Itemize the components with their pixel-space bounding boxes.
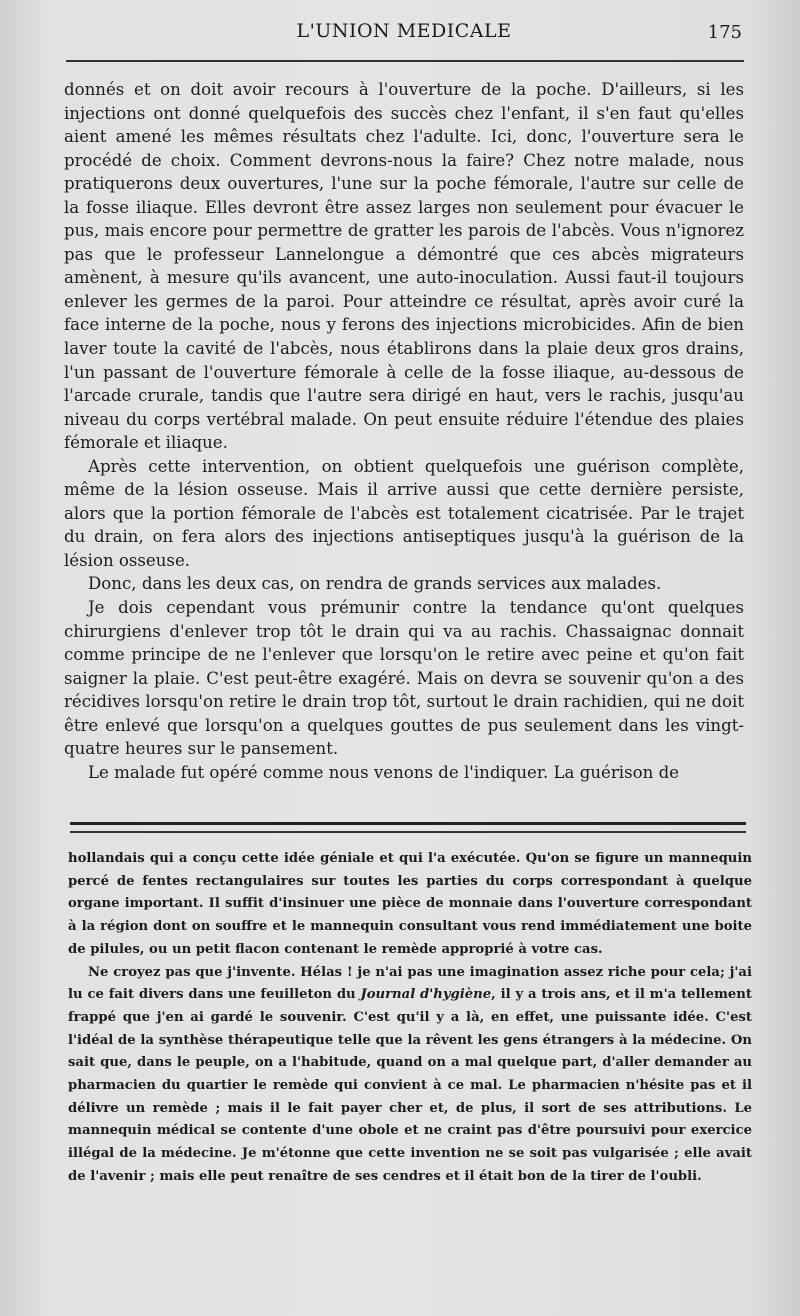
footnote-2 — [68, 962, 752, 1189]
paragraph-4: Je dois cependant vous prémunir contre la tendance qu'ont quelques chirurgiens d'enlever trop tôt le drain qui va au rachis. Chassaignac donnait comme principe de ne l'enlever que lorsqu'on le retire avec peine et qu'on fait saigner la plaie. C'est peut-être exagéré. Mais on devra se souvenir qu'on a des récidives lorsqu'on retire le drain trop tôt, surtout le drain rachidien, qui ne doit être enlevé que lorsqu'on a quelques gouttes de pus seulement dans les vingt-quatre heures sur le pansement. — [64, 598, 744, 759]
footnote-2-part-a: Ne croyez pas que j'invente. Hélas ! je n'ai pas une imagination assez riche pour cela; j'ai lu ce fait divers dans une feuilleton du — [68, 964, 752, 1003]
paragraph-1: donnés et on doit avoir recours à l'ouverture de la poche. D'ailleurs, si les injections ont donné quelquefois des succès chez l'enfant, il s'en faut qu'elles aient amené les mêmes résultats chez l'adulte. Ici, donc, l'ouverture sera le procédé de choix. Comment devrons-nous la faire? Chez notre malade, nous pratiquerons deux ouvertures, l'une sur la poche fémorale, l'autre sur celle de la fosse iliaque. Elles devront être assez larges non seulement pour évacuer le pus, mais encore pour permettre de gratter les parois de l'abcès. Vous n'ignorez pas que le professeur Lannelongue a démontré que ces abcès migrateurs amènent, à mesure qu'ils avancent, une auto-inoculation. Aussi faut-il toujours enlever les germes de la paroi. Pour atteindre ce résultat, après avoir curé la face interne de la poche, nous y ferons des injections microbicides. Afin de bien laver toute la cavité de l'abcès, nous établirons dans la plaie deux gros drains, l'un passant de l'ouverture fémorale à celle de la fosse iliaque, au-dessous de l'arcade crurale, tandis que l'autre sera dirigé en haut, vers le rachis, jusqu'au niveau du corps vertébral malade. On peut ensuite réduire l'étendue des plaies fémorale et iliaque. — [64, 80, 744, 453]
page-number: 175 — [707, 22, 742, 43]
paragraph-2: Après cette intervention, on obtient quelquefois une guérison complète, même de la lésion osseuse. Mais il arrive aussi que cette dernière persiste, alors que la portion fémorale de l'abcès est totalement cicatrisée. Par le trajet du drain, on fera alors des injections antiseptiques jusqu'à la guérison de la lésion osseuse. — [64, 456, 744, 570]
footnotes — [68, 848, 752, 1189]
main-text — [64, 78, 744, 784]
header-rule — [66, 60, 744, 62]
footnote-2-part-b: , il y a trois ans, et il m'a tellement frappé que j'en ai gardé le souvenir. C'est qu'il y a là, en effet, une puissante idée. C'est l'idéal de la synthèse thérapeutique telle que la rêvent les gens étrangers à la médecine. On sait que, dans le peuple, on a l'habitude, quand on a mal quelque part, d'aller demander au pharmacien du quartier le remède qui convient à ce mal. Le pharmacien n'hésite pas et il délivre un remède ; mais il le fait payer cher et, de plus, il sort de ses attributions. Le mannequin médical se contente d'une obole et ne craint pas d'être poursuivi pour exercice illégal de la médecine. Je m'étonne que cette invention ne se soit pas vulgarisée ; elle avait de l'avenir ; mais elle peut renaître de ses cendres et il était bon de la tirer de l'oubli. — [68, 987, 752, 1184]
running-header — [64, 18, 744, 48]
footnote-1: hollandais qui a conçu cette idée géniale et qui l'a exécutée. Qu'on se figure un mannequin percé de fentes rectangulaires sur toutes les parties du corps correspondant à quelque organe important. Il suffit d'insinuer une pièce de monnaie dans l'ouverture correspondant à la région dont on souffre et le mannequin consultant vous rend immédiatement une boite de pilules, ou un petit flacon contenant le remède approprié à votre cas. — [68, 851, 752, 957]
running-title: L'UNION MEDICALE — [296, 20, 512, 42]
footnote-separator — [70, 822, 746, 833]
paragraph-3: Donc, dans les deux cas, on rendra de grands services aux malades. — [88, 574, 662, 594]
paragraph-5: Le malade fut opéré comme nous venons de l'indiquer. La guérison de — [88, 762, 680, 782]
journal-title: Journal d'hygiène — [360, 987, 492, 1003]
